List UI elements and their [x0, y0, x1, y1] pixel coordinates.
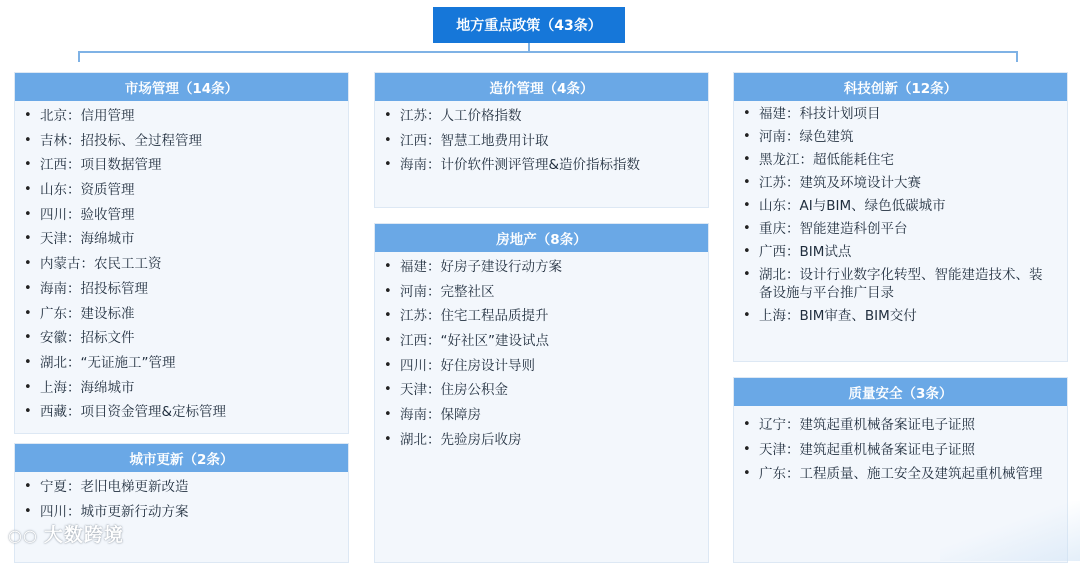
list-item: • 西藏：项目资金管理&定标管理 — [15, 403, 348, 421]
panel-header-market: 市场管理（14条） — [15, 73, 348, 101]
list-item: • 江苏：建筑及环境设计大赛 — [734, 174, 1067, 192]
list-item: • 吉林：招投标、全过程管理 — [15, 132, 348, 150]
panel-header-realestate: 房地产（8条） — [375, 224, 708, 252]
list-item: • 天津：海绵城市 — [15, 230, 348, 248]
watermark — [8, 520, 124, 547]
list-urban — [15, 472, 348, 521]
list-market — [15, 101, 348, 421]
list-item: • 山东：AI与BIM、绿色低碳城市 — [734, 197, 1067, 215]
panel-header-tech: 科技创新（12条） — [734, 73, 1067, 101]
list-item: • 天津：建筑起重机械备案证电子证照 — [734, 441, 1067, 459]
decorative-corner-wave — [940, 501, 1080, 561]
list-safety — [734, 406, 1067, 483]
panel-tech-innovation — [733, 72, 1068, 362]
list-item: • 海南：计价软件测评管理&造价指标指数 — [375, 156, 708, 174]
list-item: • 福建：好房子建设行动方案 — [375, 258, 708, 276]
connector-left-drop — [78, 51, 80, 62]
list-item: • 广东：建设标准 — [15, 305, 348, 323]
list-item: • 湖北：“无证施工”管理 — [15, 354, 348, 372]
list-item: • 湖北：设计行业数字化转型、智能建造技术、装备设施与平台推广目录 — [734, 266, 1067, 302]
panel-real-estate — [374, 223, 709, 563]
list-item: • 广西：BIM试点 — [734, 243, 1067, 261]
list-tech — [734, 101, 1067, 325]
list-item: • 广东：工程质量、施工安全及建筑起重机械管理 — [734, 465, 1067, 483]
list-item: • 内蒙古：农民工工资 — [15, 255, 348, 273]
list-item: • 辽宁：建筑起重机械备案证电子证照 — [734, 416, 1067, 434]
connector-horizontal — [78, 51, 1018, 53]
list-item: • 北京：信用管理 — [15, 107, 348, 125]
chat-bubble-logo-icon: ○○ — [8, 526, 38, 545]
panel-header-urban: 城市更新（2条） — [15, 444, 348, 472]
list-item: • 湖北：先验房后收房 — [375, 431, 708, 449]
list-item: • 宁夏：老旧电梯更新改造 — [15, 478, 348, 496]
list-item: • 安徽：招标文件 — [15, 329, 348, 347]
list-item: • 黑龙江：超低能耗住宅 — [734, 151, 1067, 169]
list-item: • 山东：资质管理 — [15, 181, 348, 199]
connector-vertical-root — [528, 43, 530, 51]
list-item: • 四川：验收管理 — [15, 206, 348, 224]
connector-right-drop — [1016, 51, 1018, 62]
list-item: • 江苏：人工价格指数 — [375, 107, 708, 125]
list-item: • 福建：科技计划项目 — [734, 105, 1067, 123]
list-item: • 江苏：住宅工程品质提升 — [375, 307, 708, 325]
list-item: • 河南：绿色建筑 — [734, 128, 1067, 146]
list-item: • 四川：城市更新行动方案 — [15, 503, 348, 521]
list-item: • 江西：“好社区”建设试点 — [375, 332, 708, 350]
watermark-text: 大数跨境 — [43, 524, 124, 546]
list-item: • 海南：招投标管理 — [15, 280, 348, 298]
root-title: 地方重点政策（43条） — [433, 7, 625, 43]
list-item: • 四川：好住房设计导则 — [375, 357, 708, 375]
list-item: • 上海：BIM审查、BIM交付 — [734, 307, 1067, 325]
list-realestate — [375, 252, 708, 449]
list-item: • 河南：完整社区 — [375, 283, 708, 301]
list-item: • 江西：项目数据管理 — [15, 156, 348, 174]
list-cost — [375, 101, 708, 174]
list-item: • 天津：住房公积金 — [375, 381, 708, 399]
panel-header-safety: 质量安全（3条） — [734, 378, 1067, 406]
panel-cost-management — [374, 72, 709, 208]
list-item: • 上海：海绵城市 — [15, 379, 348, 397]
list-item: • 江西：智慧工地费用计取 — [375, 132, 708, 150]
list-item: • 海南：保障房 — [375, 406, 708, 424]
panel-market-management — [14, 72, 349, 434]
panel-header-cost: 造价管理（4条） — [375, 73, 708, 101]
list-item: • 重庆：智能建造科创平台 — [734, 220, 1067, 238]
